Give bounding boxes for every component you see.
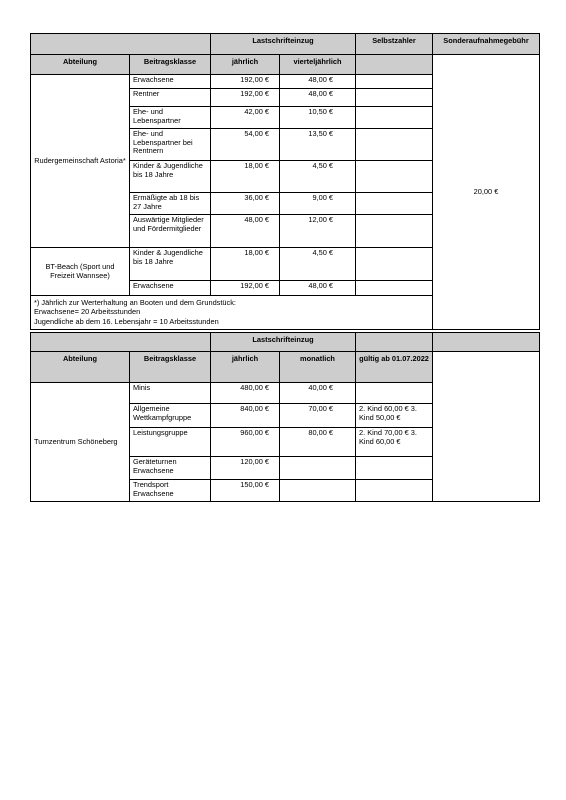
direct-debit-header-2: Lastschrifteinzug (211, 333, 356, 352)
direct-debit-header: Lastschrifteinzug (211, 34, 356, 55)
col-yearly-header-2: jährlich (211, 352, 280, 383)
col-yearly-header: jährlich (211, 55, 280, 75)
fee-table-turnen: Lastschrifteinzug Abteilung Beitragsklasse jährlich monatlich gültig ab 01.07.2022 Turnzentrum Schöneberg Minis 480,00 € 40,00 € Allgemeine Wettkampfgruppe 840,00 € 70,00 € 2. Kind 60,00 € 3. Kind 50,00 € Leistungsgruppe 960,00 € 80,00 € 2. Kind 70,00 € 3. Kind 60,00 € Geräteturnen Erwachsene 120,00 € Trendsport Erwachsene 150,00 € (30, 332, 540, 502)
table-row-class: Auswärtige Mitglieder und Fördermitglieder (130, 215, 211, 248)
dept-turnzentrum: Turnzentrum Schöneberg (31, 383, 130, 502)
col-class-header: Beitragsklasse (130, 55, 211, 75)
table-row-class: Allgemeine Wettkampfgruppe (130, 404, 211, 428)
col-quarterly-header: vierteljährlich (280, 55, 356, 75)
self-payer-header: Selbstzahler (356, 34, 433, 55)
table-row-class: Ermäßigte ab 18 bis 27 Jahre (130, 193, 211, 215)
table-row-class: Ehe- und Lebenspartner (130, 107, 211, 129)
col-class-header-2: Beitragsklasse (130, 352, 211, 383)
col-monthly-header: monatlich (280, 352, 356, 383)
table-row-class: Minis (130, 383, 211, 404)
col-dept-header: Abteilung (31, 55, 130, 75)
table-row-class: Trendsport Erwachsene (130, 480, 211, 502)
table-row-class: Kinder & Jugendliche bis 18 Jahre (130, 248, 211, 281)
table-row-class: Geräteturnen Erwachsene (130, 457, 211, 480)
table-row-class: Leistungsgruppe (130, 428, 211, 457)
table-row-class: Kinder & Jugendliche bis 18 Jahre (130, 161, 211, 193)
footnote: *) Jährlich zur Werterhaltung an Booten und dem Grundstück: Erwachsene= 20 Arbeitsstunden Jugendliche ab dem 16. Lebensjahr = 10 Arbeitsstunden (31, 296, 433, 330)
table-row-class: Erwachsene (130, 281, 211, 296)
col-dept-header-2: Abteilung (31, 352, 130, 383)
col-valid-header: gültig ab 01.07.2022 (356, 352, 433, 383)
table-row-class: Erwachsene (130, 75, 211, 89)
dept-rudern: Rudergemeinschaft Astoria* (31, 75, 130, 248)
dept-beach: BT-Beach (Sport und Freizeit Wannsee) (31, 248, 130, 296)
table-row-class: Ehe- und Lebenspartner bei Rentnern (130, 129, 211, 161)
admission-fee-header: Sonderaufnahmegebühr (433, 34, 540, 55)
table-row-class: Rentner (130, 89, 211, 107)
fee-table-rudern: Lastschrifteinzug Selbstzahler Sonderaufnahmegebühr Abteilung Beitragsklasse jährlich vierteljährlich 20,00 € Rudergemeinschaft Astoria* Erwachsene 192,00 € 48,00 € Rentner 192,00 € 48,00 € Ehe- und Lebenspartner 42,00 € 10,50 € Ehe- und Lebenspartner bei Rentnern 54,00 € 13,50 € Kinder & Jugendliche bis 18 Jahre 18,00 € 4,50 € Ermäßigte ab 18 bis 27 Jahre 36,00 € 9,00 € Auswärtige Mitglieder und Fördermitglieder 48,00 € 12,00 € BT-Beach (Sport und Freizeit Wannsee) Kinder & Jugendliche bis 18 Jahre 18,00 € 4,50 € Erwachsene 192,00 € 48,00 € *) Jährlich zur Werterhaltung an Booten und dem Grundstück: Erwachsene= 20 Arbeitsstunden Jugendliche ab dem 16. Lebensjahr = 10 Arbeitsstunden (30, 33, 540, 330)
admission-fee-value: 20,00 € (433, 55, 540, 330)
